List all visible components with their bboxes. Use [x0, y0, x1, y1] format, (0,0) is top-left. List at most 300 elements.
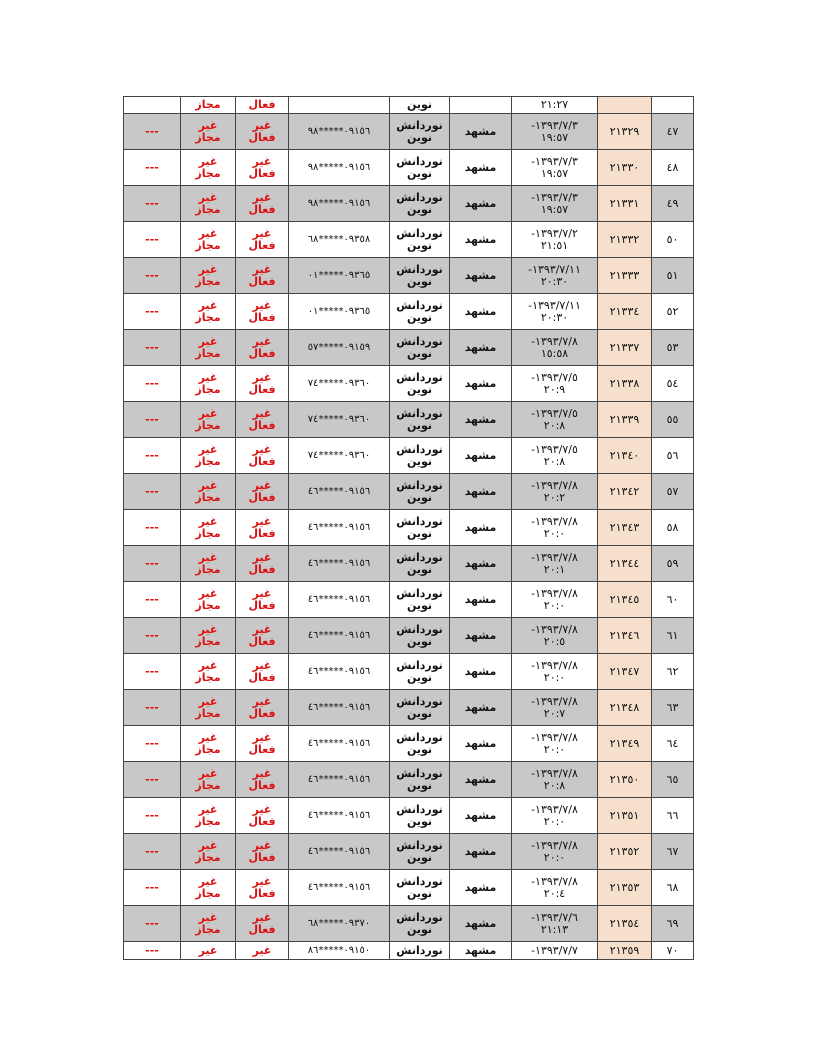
permission-cell [181, 546, 236, 582]
status-cell-line: فعال [248, 850, 276, 864]
code-cell: ٢١٣٥٠ [598, 762, 652, 798]
datetime-cell-line: ١٣٩٣/٧/٦- [531, 910, 578, 924]
index-cell: ٤٧ [652, 114, 694, 150]
status-cell [236, 474, 289, 510]
status-cell-line: غير [252, 262, 272, 276]
status-cell-line: فعال [248, 778, 276, 792]
city-cell: مشهد [450, 258, 512, 294]
dealer-cell-line: نوردانش [396, 910, 443, 924]
permission-cell-line: مجاز [195, 346, 221, 360]
datetime-cell [512, 222, 598, 258]
dealer-cell [390, 150, 450, 186]
status-cell-line: فعال [248, 382, 276, 396]
dealer-cell-line: نوين [406, 202, 433, 216]
status-cell [236, 654, 289, 690]
datetime-cell: ٢١:٢٧ [512, 97, 598, 114]
index-cell [652, 97, 694, 114]
permission-cell [181, 762, 236, 798]
datetime-cell: ١٣٩٣/٧/٧- [512, 942, 598, 960]
dealer-cell-line: نوردانش [396, 226, 443, 240]
phone-cell: ٠٩١٥٦*****٤٦ [289, 546, 390, 582]
index-cell: ٦٤ [652, 726, 694, 762]
permission-cell-line: غير [198, 874, 218, 888]
table-row [124, 258, 694, 294]
dealer-cell [390, 510, 450, 546]
datetime-cell-line: ١٣٩٣/٧/٥- [531, 406, 578, 420]
permission-cell-line: غير [198, 802, 218, 816]
dealer-cell-line: نوردانش [396, 298, 443, 312]
permission-cell-line: غير [198, 298, 218, 312]
status-cell [236, 834, 289, 870]
city-cell: مشهد [450, 942, 512, 960]
code-cell: ٢١٣٥١ [598, 798, 652, 834]
code-cell: ٢١٣٤٢ [598, 474, 652, 510]
dealer-cell [390, 330, 450, 366]
permission-cell [181, 222, 236, 258]
city-cell: مشهد [450, 546, 512, 582]
code-cell: ٢١٣٢٩ [598, 114, 652, 150]
dealer-cell [390, 402, 450, 438]
dealer-cell-line: نوين [406, 166, 433, 180]
city-cell: مشهد [450, 366, 512, 402]
records-table [123, 96, 694, 960]
index-cell: ٥١ [652, 258, 694, 294]
city-cell: مشهد [450, 510, 512, 546]
permission-cell: مجاز [181, 97, 236, 114]
note-cell: --- [124, 762, 181, 798]
status-cell [236, 186, 289, 222]
phone-cell: ٠٩٣٧٠*****٦٨ [289, 906, 390, 942]
status-cell-line: غير [252, 154, 272, 168]
phone-cell: ٠٩٣٦٥*****٠١ [289, 294, 390, 330]
code-cell: ٢١٣٥٩ [598, 942, 652, 960]
status-cell-line: غير [252, 478, 272, 492]
datetime-cell-line: ٢٠:٥ [543, 634, 566, 648]
status-cell-line: غير [252, 802, 272, 816]
datetime-cell-line: ١٣٩٣/٧/٨- [531, 838, 578, 852]
permission-cell [181, 186, 236, 222]
status-cell: فعال [236, 97, 289, 114]
table-row [124, 798, 694, 834]
dealer-cell-line: نوين [406, 526, 433, 540]
note-cell: --- [124, 546, 181, 582]
status-cell-line: فعال [248, 490, 276, 504]
datetime-cell-line: ٢٠:٩ [543, 382, 566, 396]
status-cell-line: غير [252, 766, 272, 780]
permission-cell [181, 798, 236, 834]
permission-cell [181, 870, 236, 906]
datetime-cell [512, 618, 598, 654]
dealer-cell-line: نوين [406, 742, 433, 756]
status-cell-line: فعال [248, 742, 276, 756]
code-cell: ٢١٣٤٧ [598, 654, 652, 690]
dealer-cell-line: نوردانش [396, 154, 443, 168]
dealer-cell-line: نوين [406, 814, 433, 828]
permission-cell-line: غير [198, 766, 218, 780]
permission-cell-line: غير [198, 586, 218, 600]
table-row [124, 366, 694, 402]
table-row [124, 186, 694, 222]
code-cell: ٢١٣٤٥ [598, 582, 652, 618]
phone-cell: ٠٩١٥٦*****٤٦ [289, 582, 390, 618]
permission-cell-line: مجاز [195, 706, 221, 720]
datetime-cell [512, 654, 598, 690]
permission-cell-line: غير [198, 118, 218, 132]
code-cell: ٢١٣٤٣ [598, 510, 652, 546]
phone-cell: ٠٩١٥٩*****٥٧ [289, 330, 390, 366]
datetime-cell [512, 330, 598, 366]
status-cell-line: غير [252, 118, 272, 132]
phone-cell: ٠٩١٥٦*****٤٦ [289, 762, 390, 798]
index-cell: ٦٦ [652, 798, 694, 834]
note-cell: --- [124, 330, 181, 366]
index-cell: ٦٩ [652, 906, 694, 942]
permission-cell-line: غير [198, 262, 218, 276]
index-cell: ٥٤ [652, 366, 694, 402]
permission-cell-line: مجاز [195, 922, 221, 936]
status-cell-line: فعال [248, 526, 276, 540]
status-cell-line: غير [252, 622, 272, 636]
index-cell: ٥٨ [652, 510, 694, 546]
dealer-cell [390, 762, 450, 798]
datetime-cell-line: ٢٠:٠ [543, 742, 566, 756]
note-cell: --- [124, 906, 181, 942]
phone-cell: ٠٩١٥٦*****٤٦ [289, 510, 390, 546]
permission-cell-line: غير [198, 838, 218, 852]
city-cell: مشهد [450, 330, 512, 366]
index-cell: ٥٥ [652, 402, 694, 438]
permission-cell-line: غير [198, 190, 218, 204]
dealer-cell-line: نوردانش [396, 514, 443, 528]
city-cell: مشهد [450, 762, 512, 798]
dealer-cell [390, 798, 450, 834]
table-row [124, 474, 694, 510]
datetime-cell-line: ٢٠:٨ [543, 778, 566, 792]
datetime-cell [512, 402, 598, 438]
code-cell: ٢١٣٥٢ [598, 834, 652, 870]
status-cell [236, 438, 289, 474]
dealer-cell-line: نوردانش [396, 802, 443, 816]
permission-cell-line: غير [198, 442, 218, 456]
datetime-cell-line: ١٣٩٣/٧/٨- [531, 514, 578, 528]
phone-cell: ٠٩١٥٦*****٤٦ [289, 798, 390, 834]
index-cell: ٦٠ [652, 582, 694, 618]
phone-cell: ٠٩٣٦٠*****٧٤ [289, 366, 390, 402]
dealer-cell-line: نوين [406, 886, 433, 900]
status-cell-line: فعال [248, 598, 276, 612]
note-cell: --- [124, 258, 181, 294]
status-cell-line: غير [252, 226, 272, 240]
city-cell: مشهد [450, 114, 512, 150]
datetime-cell-line: ١٣٩٣/٧/٨- [531, 586, 578, 600]
status-cell [236, 546, 289, 582]
datetime-cell-line: ١٣٩٣/٧/٥- [531, 442, 578, 456]
status-cell-line: غير [252, 298, 272, 312]
table-row [124, 690, 694, 726]
table-row [124, 834, 694, 870]
permission-cell-line: مجاز [195, 742, 221, 756]
code-cell: ٢١٣٥٣ [598, 870, 652, 906]
dealer-cell-line: نوين [406, 670, 433, 684]
datetime-cell-line: ١٣٩٣/٧/١١- [528, 298, 581, 312]
city-cell: مشهد [450, 150, 512, 186]
dealer-cell [390, 618, 450, 654]
permission-cell-line: مجاز [195, 490, 221, 504]
note-cell: --- [124, 474, 181, 510]
note-cell: --- [124, 114, 181, 150]
table-row [124, 510, 694, 546]
table-row [124, 942, 694, 960]
code-cell: ٢١٣٤٦ [598, 618, 652, 654]
status-cell [236, 330, 289, 366]
datetime-cell [512, 186, 598, 222]
dealer-cell-line: نوين [406, 238, 433, 252]
datetime-cell [512, 870, 598, 906]
index-cell: ٥٩ [652, 546, 694, 582]
permission-cell-line: مجاز [195, 850, 221, 864]
status-cell [236, 906, 289, 942]
status-cell-line: غير [252, 730, 272, 744]
datetime-cell [512, 258, 598, 294]
datetime-cell [512, 906, 598, 942]
dealer-cell [390, 834, 450, 870]
table-row [124, 654, 694, 690]
dealer-cell-line: نوين [406, 130, 433, 144]
table-row [124, 97, 694, 114]
datetime-cell-line: ١٣٩٣/٧/٥- [531, 370, 578, 384]
permission-cell [181, 150, 236, 186]
code-cell: ٢١٣٣١ [598, 186, 652, 222]
datetime-cell-line: ٢٠:٢ [543, 490, 566, 504]
datetime-cell-line: ١٣٩٣/٧/٨- [531, 694, 578, 708]
dealer-cell-line: نوردانش [396, 334, 443, 348]
table-row [124, 582, 694, 618]
permission-cell [181, 366, 236, 402]
status-cell [236, 150, 289, 186]
index-cell: ٦٨ [652, 870, 694, 906]
phone-cell: ٠٩١٥٦*****٤٦ [289, 834, 390, 870]
index-cell: ٧٠ [652, 942, 694, 960]
status-cell-line: فعال [248, 130, 276, 144]
note-cell: --- [124, 726, 181, 762]
index-cell: ٦٥ [652, 762, 694, 798]
dealer-cell-line: نوردانش [396, 694, 443, 708]
note-cell: --- [124, 510, 181, 546]
note-cell: --- [124, 870, 181, 906]
note-cell: --- [124, 294, 181, 330]
datetime-cell-line: ٢٠:٠ [543, 526, 566, 540]
status-cell-line: فعال [248, 274, 276, 288]
datetime-cell-line: ١٣٩٣/٧/٨- [531, 802, 578, 816]
datetime-cell-line: ٢٠:٧ [543, 706, 566, 720]
city-cell: مشهد [450, 294, 512, 330]
status-cell [236, 618, 289, 654]
dealer-cell-line: نوردانش [396, 406, 443, 420]
datetime-cell-line: ١٩:٥٧ [540, 166, 569, 180]
phone-cell: ٠٩١٥٦*****٩٨ [289, 186, 390, 222]
status-cell-line: فعال [248, 202, 276, 216]
dealer-cell [390, 222, 450, 258]
dealer-cell-line: نوين [406, 454, 433, 468]
datetime-cell-line: ٢١:٥١ [540, 238, 569, 252]
permission-cell [181, 510, 236, 546]
permission-cell-line: مجاز [195, 382, 221, 396]
dealer-cell-line: نوردانش [396, 622, 443, 636]
note-cell: --- [124, 690, 181, 726]
city-cell: مشهد [450, 222, 512, 258]
index-cell: ٤٨ [652, 150, 694, 186]
index-cell: ٦٧ [652, 834, 694, 870]
permission-cell-line: مجاز [195, 418, 221, 432]
note-cell: --- [124, 222, 181, 258]
dealer-cell [390, 114, 450, 150]
table-row [124, 906, 694, 942]
datetime-cell-line: ٢١:١٣ [540, 922, 569, 936]
status-cell [236, 294, 289, 330]
permission-cell-line: مجاز [195, 886, 221, 900]
status-cell-line: فعال [248, 670, 276, 684]
dealer-cell [390, 438, 450, 474]
datetime-cell-line: ١٣٩٣/٧/٨- [531, 766, 578, 780]
dealer-cell [390, 546, 450, 582]
index-cell: ٥٧ [652, 474, 694, 510]
permission-cell-line: غير [198, 334, 218, 348]
status-cell: غير [236, 942, 289, 960]
phone-cell: ٠٩١٥٦*****٤٦ [289, 870, 390, 906]
datetime-cell-line: ٢٠:٣٠ [540, 310, 569, 324]
dealer-cell-line: نوردانش [396, 838, 443, 852]
permission-cell [181, 726, 236, 762]
permission-cell [181, 618, 236, 654]
datetime-cell-line: ٢٠:٨ [543, 454, 566, 468]
datetime-cell [512, 474, 598, 510]
code-cell: ٢١٣٤٨ [598, 690, 652, 726]
datetime-cell-line: ٢٠:٤ [543, 886, 566, 900]
status-cell-line: غير [252, 190, 272, 204]
permission-cell-line: غير [198, 514, 218, 528]
city-cell: مشهد [450, 402, 512, 438]
datetime-cell [512, 114, 598, 150]
dealer-cell-line: نوردانش [396, 442, 443, 456]
note-cell: --- [124, 582, 181, 618]
permission-cell-line: مجاز [195, 778, 221, 792]
dealer-cell-line: نوردانش [396, 586, 443, 600]
dealer-cell [390, 582, 450, 618]
note-cell: --- [124, 618, 181, 654]
dealer-cell-line: نوردانش [396, 118, 443, 132]
status-cell-line: غير [252, 406, 272, 420]
dealer-cell [390, 366, 450, 402]
permission-cell-line: غير [198, 622, 218, 636]
phone-cell: ٠٩١٥٦*****٤٦ [289, 654, 390, 690]
datetime-cell-line: ١٣٩٣/٧/٣- [531, 190, 578, 204]
dealer-cell-line: نوردانش [396, 370, 443, 384]
city-cell: مشهد [450, 690, 512, 726]
dealer-cell-line: نوين [406, 346, 433, 360]
index-cell: ٥٢ [652, 294, 694, 330]
permission-cell [181, 654, 236, 690]
table-row [124, 150, 694, 186]
index-cell: ٥٣ [652, 330, 694, 366]
note-cell: --- [124, 654, 181, 690]
city-cell: مشهد [450, 582, 512, 618]
dealer-cell [390, 654, 450, 690]
datetime-cell-line: ١٥:٥٨ [540, 346, 569, 360]
index-cell: ٤٩ [652, 186, 694, 222]
datetime-cell-line: ١٣٩٣/٧/٣- [531, 154, 578, 168]
dealer-cell-line: نوردانش [396, 658, 443, 672]
status-cell-line: غير [252, 442, 272, 456]
permission-cell-line: غير [198, 406, 218, 420]
status-cell-line: غير [252, 514, 272, 528]
datetime-cell [512, 150, 598, 186]
permission-cell [181, 906, 236, 942]
permission-cell-line: مجاز [195, 310, 221, 324]
table-row [124, 618, 694, 654]
phone-cell: ٠٩٣٦٠*****٧٤ [289, 438, 390, 474]
status-cell-line: غير [252, 838, 272, 852]
dealer-cell-line: نوين [406, 490, 433, 504]
note-cell: --- [124, 402, 181, 438]
code-cell: ٢١٣٣٢ [598, 222, 652, 258]
permission-cell [181, 438, 236, 474]
city-cell [450, 97, 512, 114]
code-cell: ٢١٣٣٣ [598, 258, 652, 294]
index-cell: ٦١ [652, 618, 694, 654]
permission-cell [181, 474, 236, 510]
status-cell-line: فعال [248, 886, 276, 900]
phone-cell: ٠٩٣٥٨*****٦٨ [289, 222, 390, 258]
status-cell-line: فعال [248, 310, 276, 324]
permission-cell-line: مجاز [195, 526, 221, 540]
index-cell: ٦٢ [652, 654, 694, 690]
status-cell-line: غير [252, 658, 272, 672]
status-cell-line: فعال [248, 346, 276, 360]
datetime-cell [512, 798, 598, 834]
datetime-cell-line: ١٣٩٣/٧/٢- [531, 226, 578, 240]
datetime-cell [512, 510, 598, 546]
status-cell-line: فعال [248, 706, 276, 720]
datetime-cell [512, 834, 598, 870]
phone-cell: ٠٩١٥٦*****٤٦ [289, 618, 390, 654]
dealer-cell [390, 294, 450, 330]
status-cell-line: فعال [248, 814, 276, 828]
code-cell: ٢١٣٥٤ [598, 906, 652, 942]
table-row [124, 114, 694, 150]
index-cell: ٥٠ [652, 222, 694, 258]
index-cell: ٦٣ [652, 690, 694, 726]
note-cell: --- [124, 186, 181, 222]
permission-cell-line: مجاز [195, 202, 221, 216]
permission-cell-line: غير [198, 658, 218, 672]
permission-cell-line: مجاز [195, 274, 221, 288]
dealer-cell-line: نوردانش [396, 262, 443, 276]
permission-cell-line: مجاز [195, 130, 221, 144]
permission-cell-line: مجاز [195, 634, 221, 648]
city-cell: مشهد [450, 870, 512, 906]
dealer-cell [390, 474, 450, 510]
city-cell: مشهد [450, 618, 512, 654]
datetime-cell-line: ٢٠:٣٠ [540, 274, 569, 288]
dealer-cell-line: نوين [406, 274, 433, 288]
dealer-cell-line: نوين [406, 310, 433, 324]
permission-cell-line: غير [198, 370, 218, 384]
phone-cell: ٠٩١٥٦*****٤٦ [289, 690, 390, 726]
datetime-cell [512, 438, 598, 474]
status-cell [236, 798, 289, 834]
permission-cell-line: مجاز [195, 562, 221, 576]
datetime-cell-line: ٢٠:٠ [543, 814, 566, 828]
